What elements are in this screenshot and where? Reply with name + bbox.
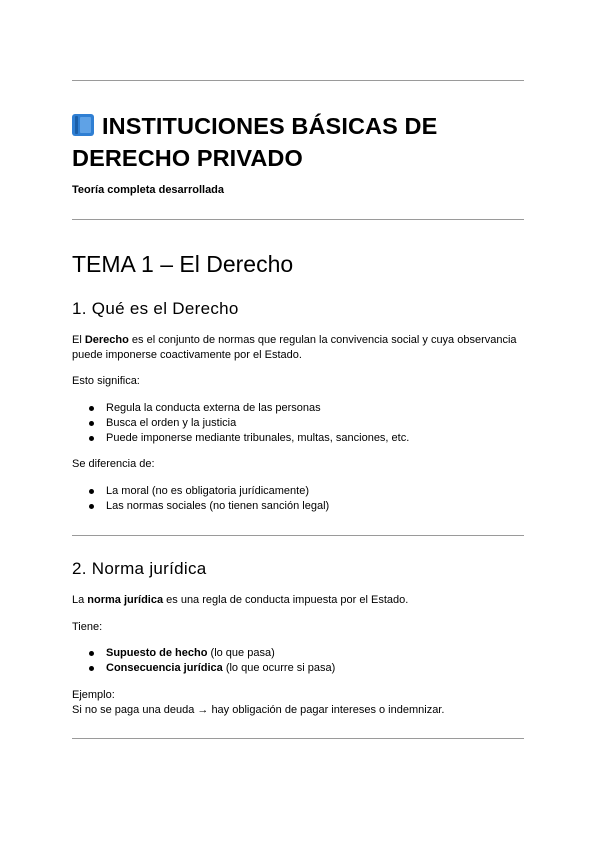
ejemplo-text: Si no se paga una deuda → hay obligación de pagar intereses o indemnizar.	[72, 704, 445, 716]
tema-heading: TEMA 1 – El Derecho	[72, 251, 294, 277]
item-bold: Consecuencia jurídica	[106, 662, 223, 674]
significa-label: Esto significa:	[72, 375, 140, 387]
section2-heading: 2. Norma jurídica	[72, 559, 207, 578]
list-item	[72, 646, 335, 661]
list-item: Las normas sociales (no tienen sanción legal)	[72, 499, 329, 514]
document-subtitle: Teoría completa desarrollada	[72, 184, 225, 196]
list-item: Puede imponerse mediante tribunales, multas, sanciones, etc.	[72, 431, 409, 446]
section2-intro-bold: norma jurídica	[87, 594, 164, 606]
divider-3	[72, 535, 524, 536]
section1-intro-post: es el conjunto de normas que regulan la convivencia social y cuya observancia puede imponerse coactivamente por el Estado.	[72, 334, 517, 361]
ejemplo-label: Ejemplo:	[72, 689, 115, 701]
item-rest: (lo que ocurre si pasa)	[222, 662, 336, 674]
list-item	[72, 661, 335, 676]
section1-intro-pre: El	[72, 334, 85, 346]
item-rest: (lo que pasa)	[207, 647, 275, 659]
title-text: INSTITUCIONES BÁSICAS DE DERECHO PRIVADO	[72, 113, 438, 171]
section1-intro-bold: Derecho	[84, 334, 129, 346]
section1-intro	[72, 333, 524, 363]
document-title	[72, 110, 524, 174]
section2-intro-pre: La	[72, 594, 88, 606]
tiene-list	[72, 646, 335, 676]
section2-intro	[72, 593, 524, 608]
section1-heading: 1. Qué es el Derecho	[72, 299, 239, 318]
list-item: Regula la conducta externa de las personas	[72, 401, 409, 416]
divider-bottom	[72, 738, 524, 739]
blue-book-icon	[72, 114, 94, 136]
list-item: Busca el orden y la justicia	[72, 416, 409, 431]
divider-top	[72, 80, 524, 81]
item-bold: Supuesto de hecho	[106, 647, 208, 659]
diferencia-list	[72, 484, 329, 514]
section2-intro-post: es una regla de conducta impuesta por el Estado.	[163, 594, 409, 606]
divider-2	[72, 219, 524, 220]
list-item: La moral (no es obligatoria jurídicamente)	[72, 484, 329, 499]
tiene-label: Tiene:	[72, 621, 103, 633]
diferencia-label: Se diferencia de:	[72, 458, 155, 470]
significa-list	[72, 401, 409, 446]
